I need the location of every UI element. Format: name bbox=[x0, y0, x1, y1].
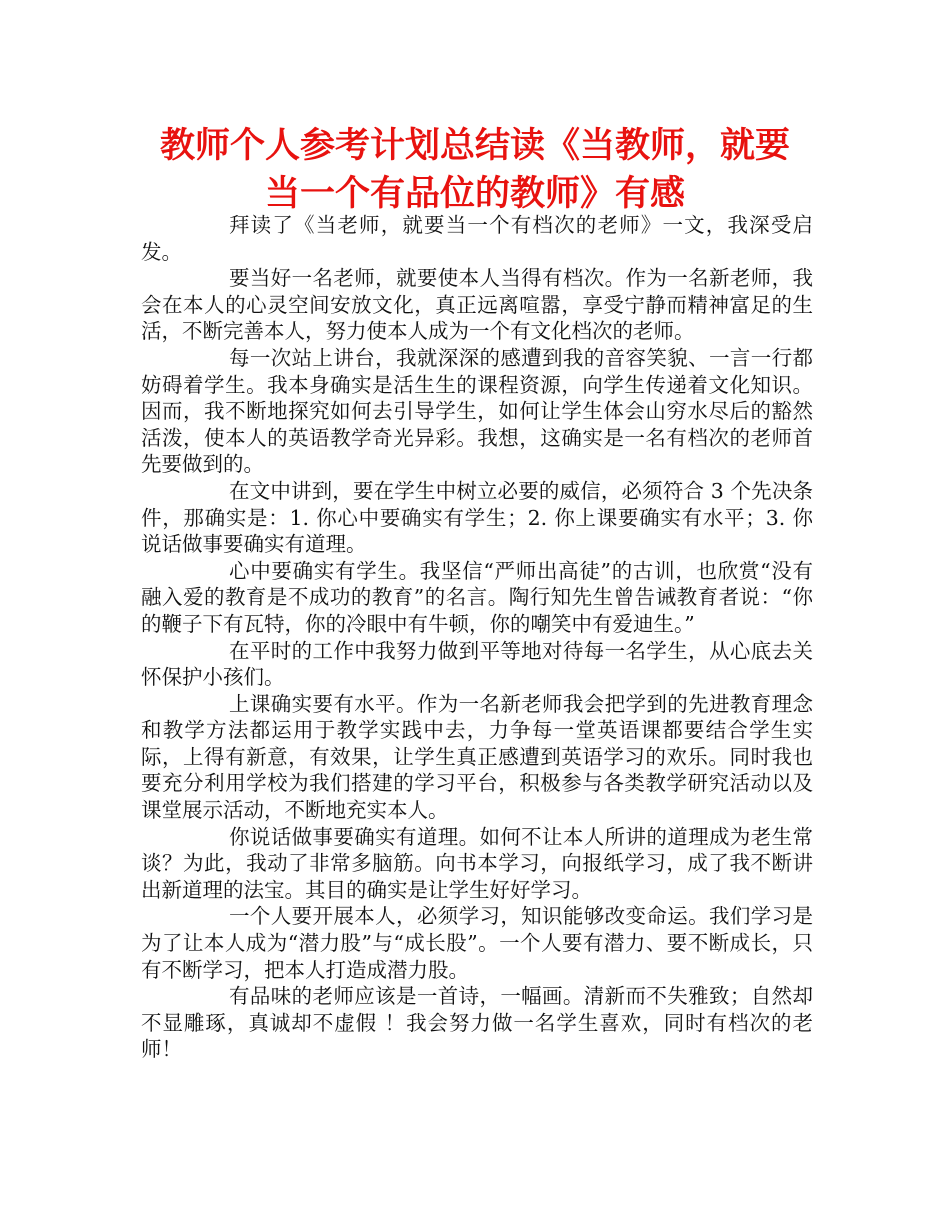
paragraph: 你说话做事要确实有道理。如何不让本人所讲的道理成为老生常谈？为此，我动了非常多脑筋。向书本学习，向报纸学习，成了我不断讲出新道理的法宝。其目的确实是让学生好好学习。 bbox=[141, 824, 813, 902]
paragraph: 在文中讲到，要在学生中树立必要的威信，必须符合 3 个先决条件，那确实是：1. 你心中要确实有学生；2. 你上课要确实有水平；3. 你说话做事要确实有道理。 bbox=[141, 478, 813, 557]
paragraph: 每一次站上讲台，我就深深的感遭到我的音容笑貌、一言一行都妨碍着学生。我本身确实是活生生的课程资源，向学生传递着文化知识。因而，我不断地探究如何去引导学生，如何让学生体会山穷水尽后的豁然活泼，使本人的英语教学奇光异彩。我想，这确实是一名有档次的老师首先要做到的。 bbox=[141, 345, 813, 477]
paragraph: 有品味的老师应该是一首诗，一幅画。清新而不失雅致；自然却不显雕琢，真诚却不虚假 ！我会努力做一名学生喜欢，同时有档次的老师！ bbox=[141, 984, 813, 1062]
paragraph: 在平时的工作中我努力做到平等地对待每一名学生，从心底去关怀保护小孩们。 bbox=[141, 638, 813, 690]
paragraph: 心中要确实有学生。我坚信“严师出高徒”的古训，也欣赏“没有融入爱的教育是不成功的教育”的名言。陶行知先生曾告诫教育者说：“你的鞭子下有瓦特，你的冷眼中有牛顿，你的嘲笑中有爱迪生。” bbox=[141, 558, 813, 636]
paragraph: 要当好一名老师，就要使本人当得有档次。作为一名新老师，我会在本人的心灵空间安放文化，真正远离喧嚣，享受宁静而精神富足的生活，不断完善本人，努力使本人成为一个有文化档次的老师。 bbox=[141, 266, 813, 344]
page-title bbox=[120, 122, 830, 218]
document-body bbox=[141, 212, 813, 1063]
paragraph: 拜读了《当老师，就要当一个有档次的老师》一文，我深受启发。 bbox=[141, 213, 813, 264]
paragraph: 上课确实要有水平。作为一名新老师我会把学到的先进教育理念和教学方法都运用于教学实践中去，力争每一堂英语课都要结合学生实际，上得有新意，有效果，让学生真正感遭到英语学习的欢乐。同时我也要充分利用学校为我们搭建的学习平台，积极参与各类教学研究活动以及课堂展示活动，不断地充实本人。 bbox=[141, 691, 813, 823]
title-line-2: 当一个有品位的教师》有感 bbox=[264, 174, 685, 214]
paragraph: 一个人要开展本人，必须学习，知识能够改变命运。我们学习是为了让本人成为“潜力股”与“成长股”。一个人要有潜力、要不断成长，只有不断学习，把本人打造成潜力股。 bbox=[141, 904, 813, 982]
title-line-1: 教师个人参考计划总结读《当教师，就要 bbox=[159, 126, 790, 166]
